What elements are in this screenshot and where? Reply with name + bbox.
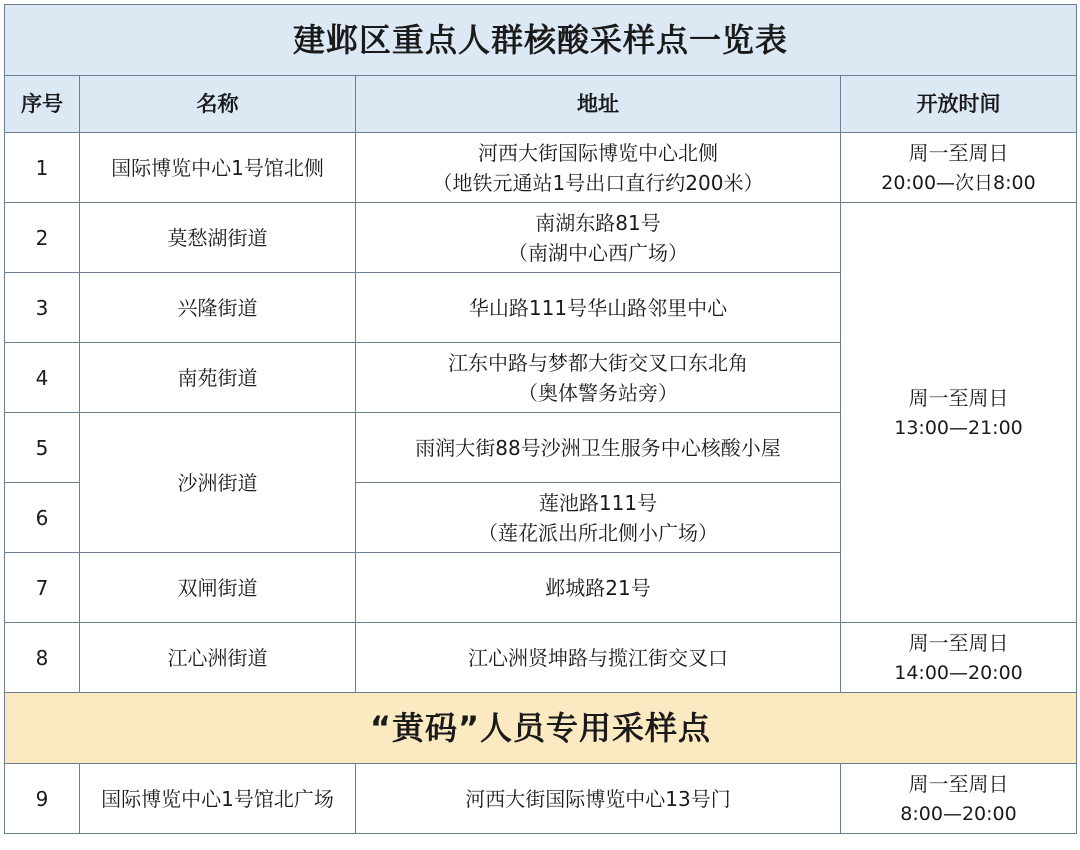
row-index: 5	[5, 413, 80, 483]
address-line: 江心洲贤坤路与揽江街交叉口	[468, 645, 728, 670]
row-index: 9	[5, 764, 80, 834]
address-line: （南湖中心西广场）	[508, 240, 688, 265]
address-line: （地铁元通站1号出口直行约200米）	[432, 170, 764, 195]
row-address	[356, 553, 841, 623]
address-line: 雨润大街88号沙洲卫生服务中心核酸小屋	[415, 435, 781, 460]
table-title: 建邺区重点人群核酸采样点一览表	[5, 5, 1077, 76]
address-line: 莲池路111号	[538, 490, 658, 515]
row-index: 6	[5, 483, 80, 553]
row-name: 江心洲街道	[80, 623, 356, 693]
row-address	[356, 483, 841, 553]
address-line: （奥体警务站旁）	[518, 380, 678, 405]
header-hours: 开放时间	[841, 76, 1077, 133]
table-row	[5, 623, 1077, 693]
address-line: 华山路111号华山路邻里中心	[468, 295, 728, 320]
address-line: 河西大街国际博览中心北侧	[478, 140, 718, 165]
table-row	[5, 203, 1077, 273]
hours-days: 周一至周日	[908, 140, 1009, 165]
address-line: 邺城路21号	[545, 575, 651, 600]
row-name: 双闸街道	[80, 553, 356, 623]
address-line: 南湖东路81号	[535, 210, 661, 235]
row-hours	[841, 133, 1077, 203]
row-hours	[841, 203, 1077, 623]
row-address	[356, 623, 841, 693]
table-row	[5, 133, 1077, 203]
sampling-sites-table	[4, 4, 1077, 834]
row-index: 2	[5, 203, 80, 273]
header-address: 地址	[356, 76, 841, 133]
row-address	[356, 413, 841, 483]
row-name: 兴隆街道	[80, 273, 356, 343]
row-address	[356, 203, 841, 273]
row-hours	[841, 623, 1077, 693]
row-index: 4	[5, 343, 80, 413]
row-index: 8	[5, 623, 80, 693]
header-index: 序号	[5, 76, 80, 133]
row-address	[356, 133, 841, 203]
yellow-code-section-title: “黄码”人员专用采样点	[5, 693, 1077, 764]
row-name: 国际博览中心1号馆北广场	[80, 764, 356, 834]
row-index: 1	[5, 133, 80, 203]
address-line: （莲花派出所北侧小广场）	[478, 520, 718, 545]
hours-time: 8:00—20:00	[900, 802, 1017, 825]
row-name: 国际博览中心1号馆北侧	[80, 133, 356, 203]
header-name: 名称	[80, 76, 356, 133]
hours-days: 周一至周日	[908, 630, 1009, 655]
hours-days: 周一至周日	[908, 771, 1009, 796]
row-name: 南苑街道	[80, 343, 356, 413]
hours-time: 20:00—次日8:00	[881, 171, 1036, 194]
address-line: 江东中路与梦都大街交叉口东北角	[448, 350, 748, 375]
row-index: 7	[5, 553, 80, 623]
row-address	[356, 764, 841, 834]
row-hours	[841, 764, 1077, 834]
row-address	[356, 273, 841, 343]
hours-time: 14:00—20:00	[894, 661, 1023, 684]
row-name: 沙洲街道	[80, 413, 356, 553]
address-line: 河西大街国际博览中心13号门	[465, 786, 731, 811]
row-index: 3	[5, 273, 80, 343]
hours-days: 周一至周日	[908, 385, 1009, 410]
table-row	[5, 764, 1077, 834]
row-name: 莫愁湖街道	[80, 203, 356, 273]
row-address	[356, 343, 841, 413]
hours-time: 13:00—21:00	[894, 416, 1023, 439]
